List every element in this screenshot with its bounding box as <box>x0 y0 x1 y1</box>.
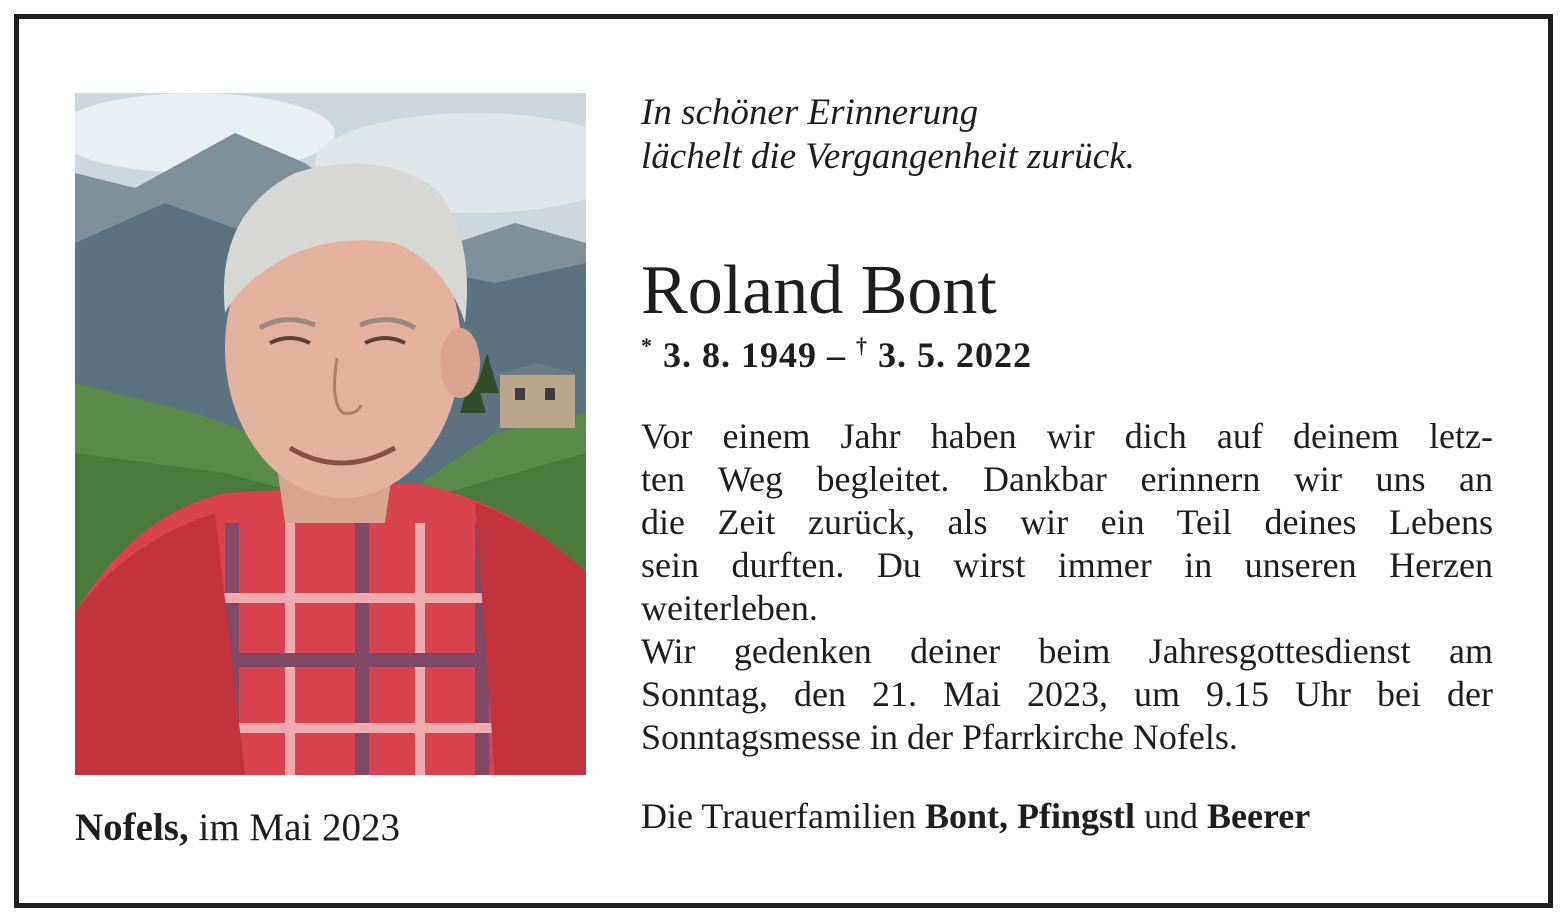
date-separator: – <box>827 335 846 375</box>
memorial-text <box>641 415 1493 759</box>
portrait-photo <box>75 93 586 775</box>
deceased-name: Roland Bont <box>641 252 997 329</box>
death-symbol: † <box>856 333 868 358</box>
birth-date: 3. 8. 1949 <box>663 335 817 375</box>
text-line: sein durften. Du wirst immer in unseren Herzen <box>641 545 1493 585</box>
family-name: Bont, <box>924 796 1008 836</box>
life-dates <box>641 333 1032 376</box>
text-line: Vor einem Jahr haben wir dich auf deinem letz- <box>641 416 1493 456</box>
signoff-conjunction: und <box>1144 796 1198 836</box>
text-line: die Zeit zurück, als wir ein Teil deines Lebens <box>641 502 1493 542</box>
signoff-prefix: Die Trauerfamilien <box>641 796 916 836</box>
motto-line: lächelt die Vergangenheit zurück. <box>641 136 1135 177</box>
birth-symbol: * <box>641 333 653 358</box>
text-line: Wir gedenken deiner beim Jahresgottesdienst am <box>641 631 1493 671</box>
family-name: Beerer <box>1207 796 1311 836</box>
motto-quote <box>641 91 1135 179</box>
place-date-line <box>75 805 400 850</box>
family-signoff <box>641 795 1310 837</box>
death-date: 3. 5. 2022 <box>878 335 1032 375</box>
text-line: Sonntagsmesse in der Pfarrkirche Nofels. <box>641 717 1238 757</box>
text-line: ten Weg begleitet. Dankbar erinnern wir uns an <box>641 459 1493 499</box>
obituary-card <box>14 14 1553 908</box>
text-line: weiterleben. <box>641 588 818 628</box>
publication-date: im Mai 2023 <box>198 806 400 849</box>
text-line: Sonntag, den 21. Mai 2023, um 9.15 Uhr bei der <box>641 674 1493 714</box>
place-name: Nofels, <box>75 806 189 849</box>
family-name: Pfingstl <box>1016 796 1135 836</box>
motto-line: In schöner Erinnerung <box>641 92 979 133</box>
